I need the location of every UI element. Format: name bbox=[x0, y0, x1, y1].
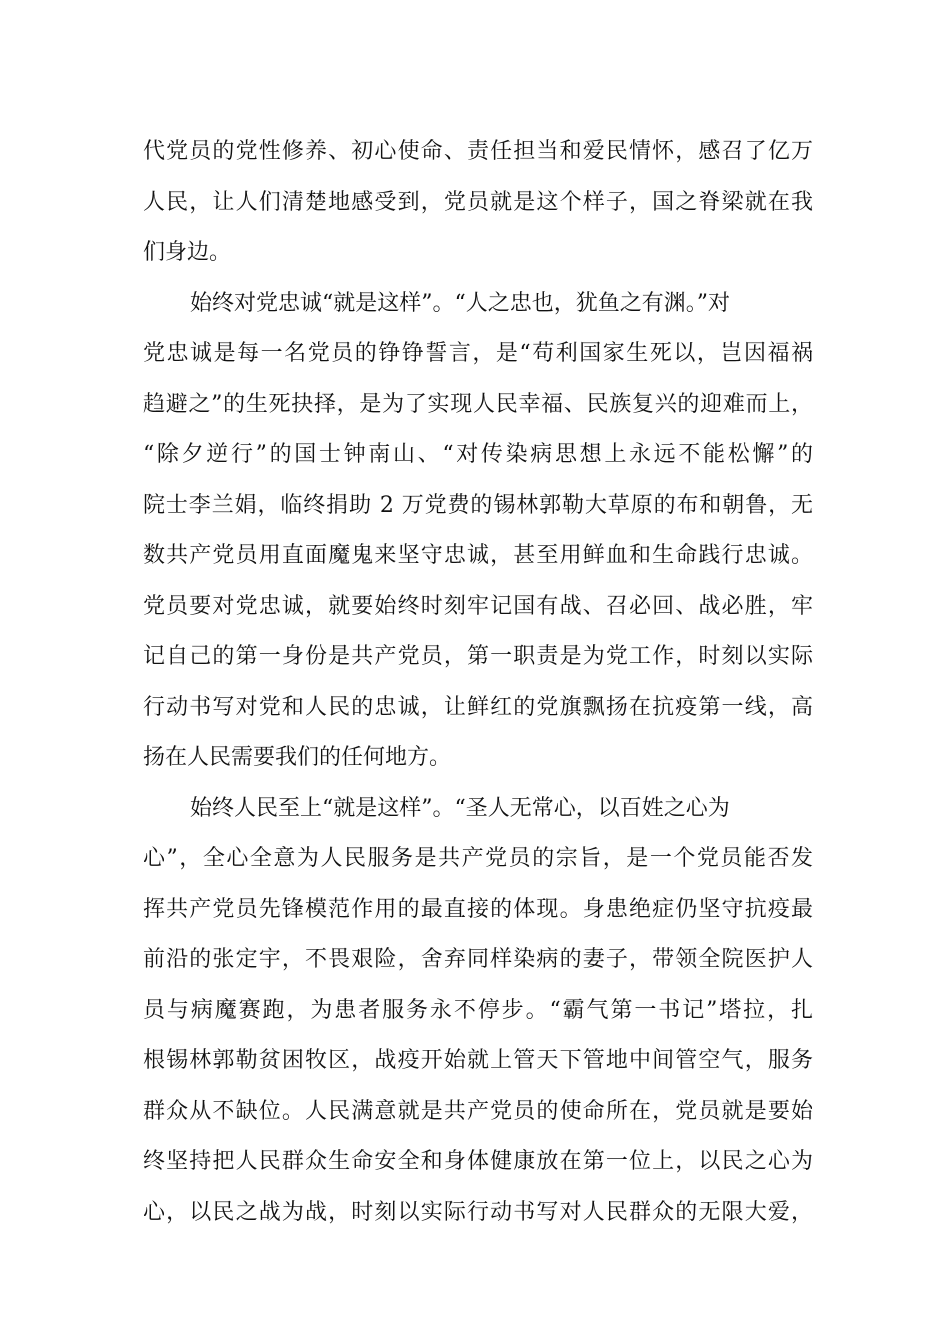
text-line: 数共产党员用直面魔鬼来坚守忠诚，甚至用鲜血和生命践行忠诚。 bbox=[143, 543, 813, 568]
document-body-text bbox=[143, 131, 813, 1242]
text-line: 终坚持把人民群众生命安全和身体健康放在第一位上，以民之心为 bbox=[143, 1149, 813, 1174]
text-line: 始终对党忠诚“就是这样”。“人之忠也，犹鱼之有渊。”对 bbox=[190, 290, 730, 316]
text-line: “除夕逆行”的国士钟南山、“对传染病思想上永远不能松懈”的 bbox=[143, 442, 813, 467]
text-line: 院士李兰娟，临终捐助 2 万党费的锡林郭勒大草原的布和朝鲁，无 bbox=[143, 492, 813, 518]
text-line: 们身边。 bbox=[143, 240, 232, 265]
text-line: 前沿的张定宇，不畏艰险，舍弃同样染病的妻子，带领全院医护人 bbox=[143, 947, 813, 972]
text-line: 员与病魔赛跑，为患者服务永不停步。“霸气第一书记”塔拉，扎 bbox=[143, 997, 813, 1023]
text-line: 人民，让人们清楚地感受到，党员就是这个样子，国之脊梁就在我 bbox=[143, 189, 813, 215]
text-line: 趋避之”的生死抉择，是为了实现人民幸福、民族复兴的迎难而上， bbox=[143, 391, 813, 417]
text-line: 党忠诚是每一名党员的铮铮誓言，是“苟利国家生死以，岂因福祸 bbox=[143, 341, 813, 366]
text-line: 行动书写对党和人民的忠诚，让鲜红的党旗飘扬在抗疫第一线，高 bbox=[143, 694, 813, 720]
text-line: 记自己的第一身份是共产党员，第一职责是为党工作，时刻以实际 bbox=[143, 644, 813, 669]
text-line: 群众从不缺位。人民满意就是共产党员的使命所在，党员就是要始 bbox=[143, 1098, 813, 1124]
text-line: 扬在人民需要我们的任何地方。 bbox=[143, 745, 452, 770]
text-line: 心”，全心全意为人民服务是共产党员的宗旨，是一个党员能否发 bbox=[143, 846, 813, 871]
text-line: 代党员的党性修养、初心使命、责任担当和爱民情怀，感召了亿万 bbox=[143, 139, 813, 164]
text-line: 挥共产党员先锋模范作用的最直接的体现。身患绝症仍坚守抗疫最 bbox=[143, 896, 813, 922]
text-line: 心，以民之战为战，时刻以实际行动书写对人民群众的无限大爱， bbox=[143, 1199, 813, 1225]
text-line: 党员要对党忠诚，就要始终时刻牢记国有战、召必回、战必胜，牢 bbox=[143, 593, 813, 619]
text-line: 根锡林郭勒贫困牧区，战疫开始就上管天下管地中间管空气，服务 bbox=[143, 1048, 813, 1073]
text-line: 始终人民至上“就是这样”。“圣人无常心，以百姓之心为 bbox=[190, 795, 730, 821]
